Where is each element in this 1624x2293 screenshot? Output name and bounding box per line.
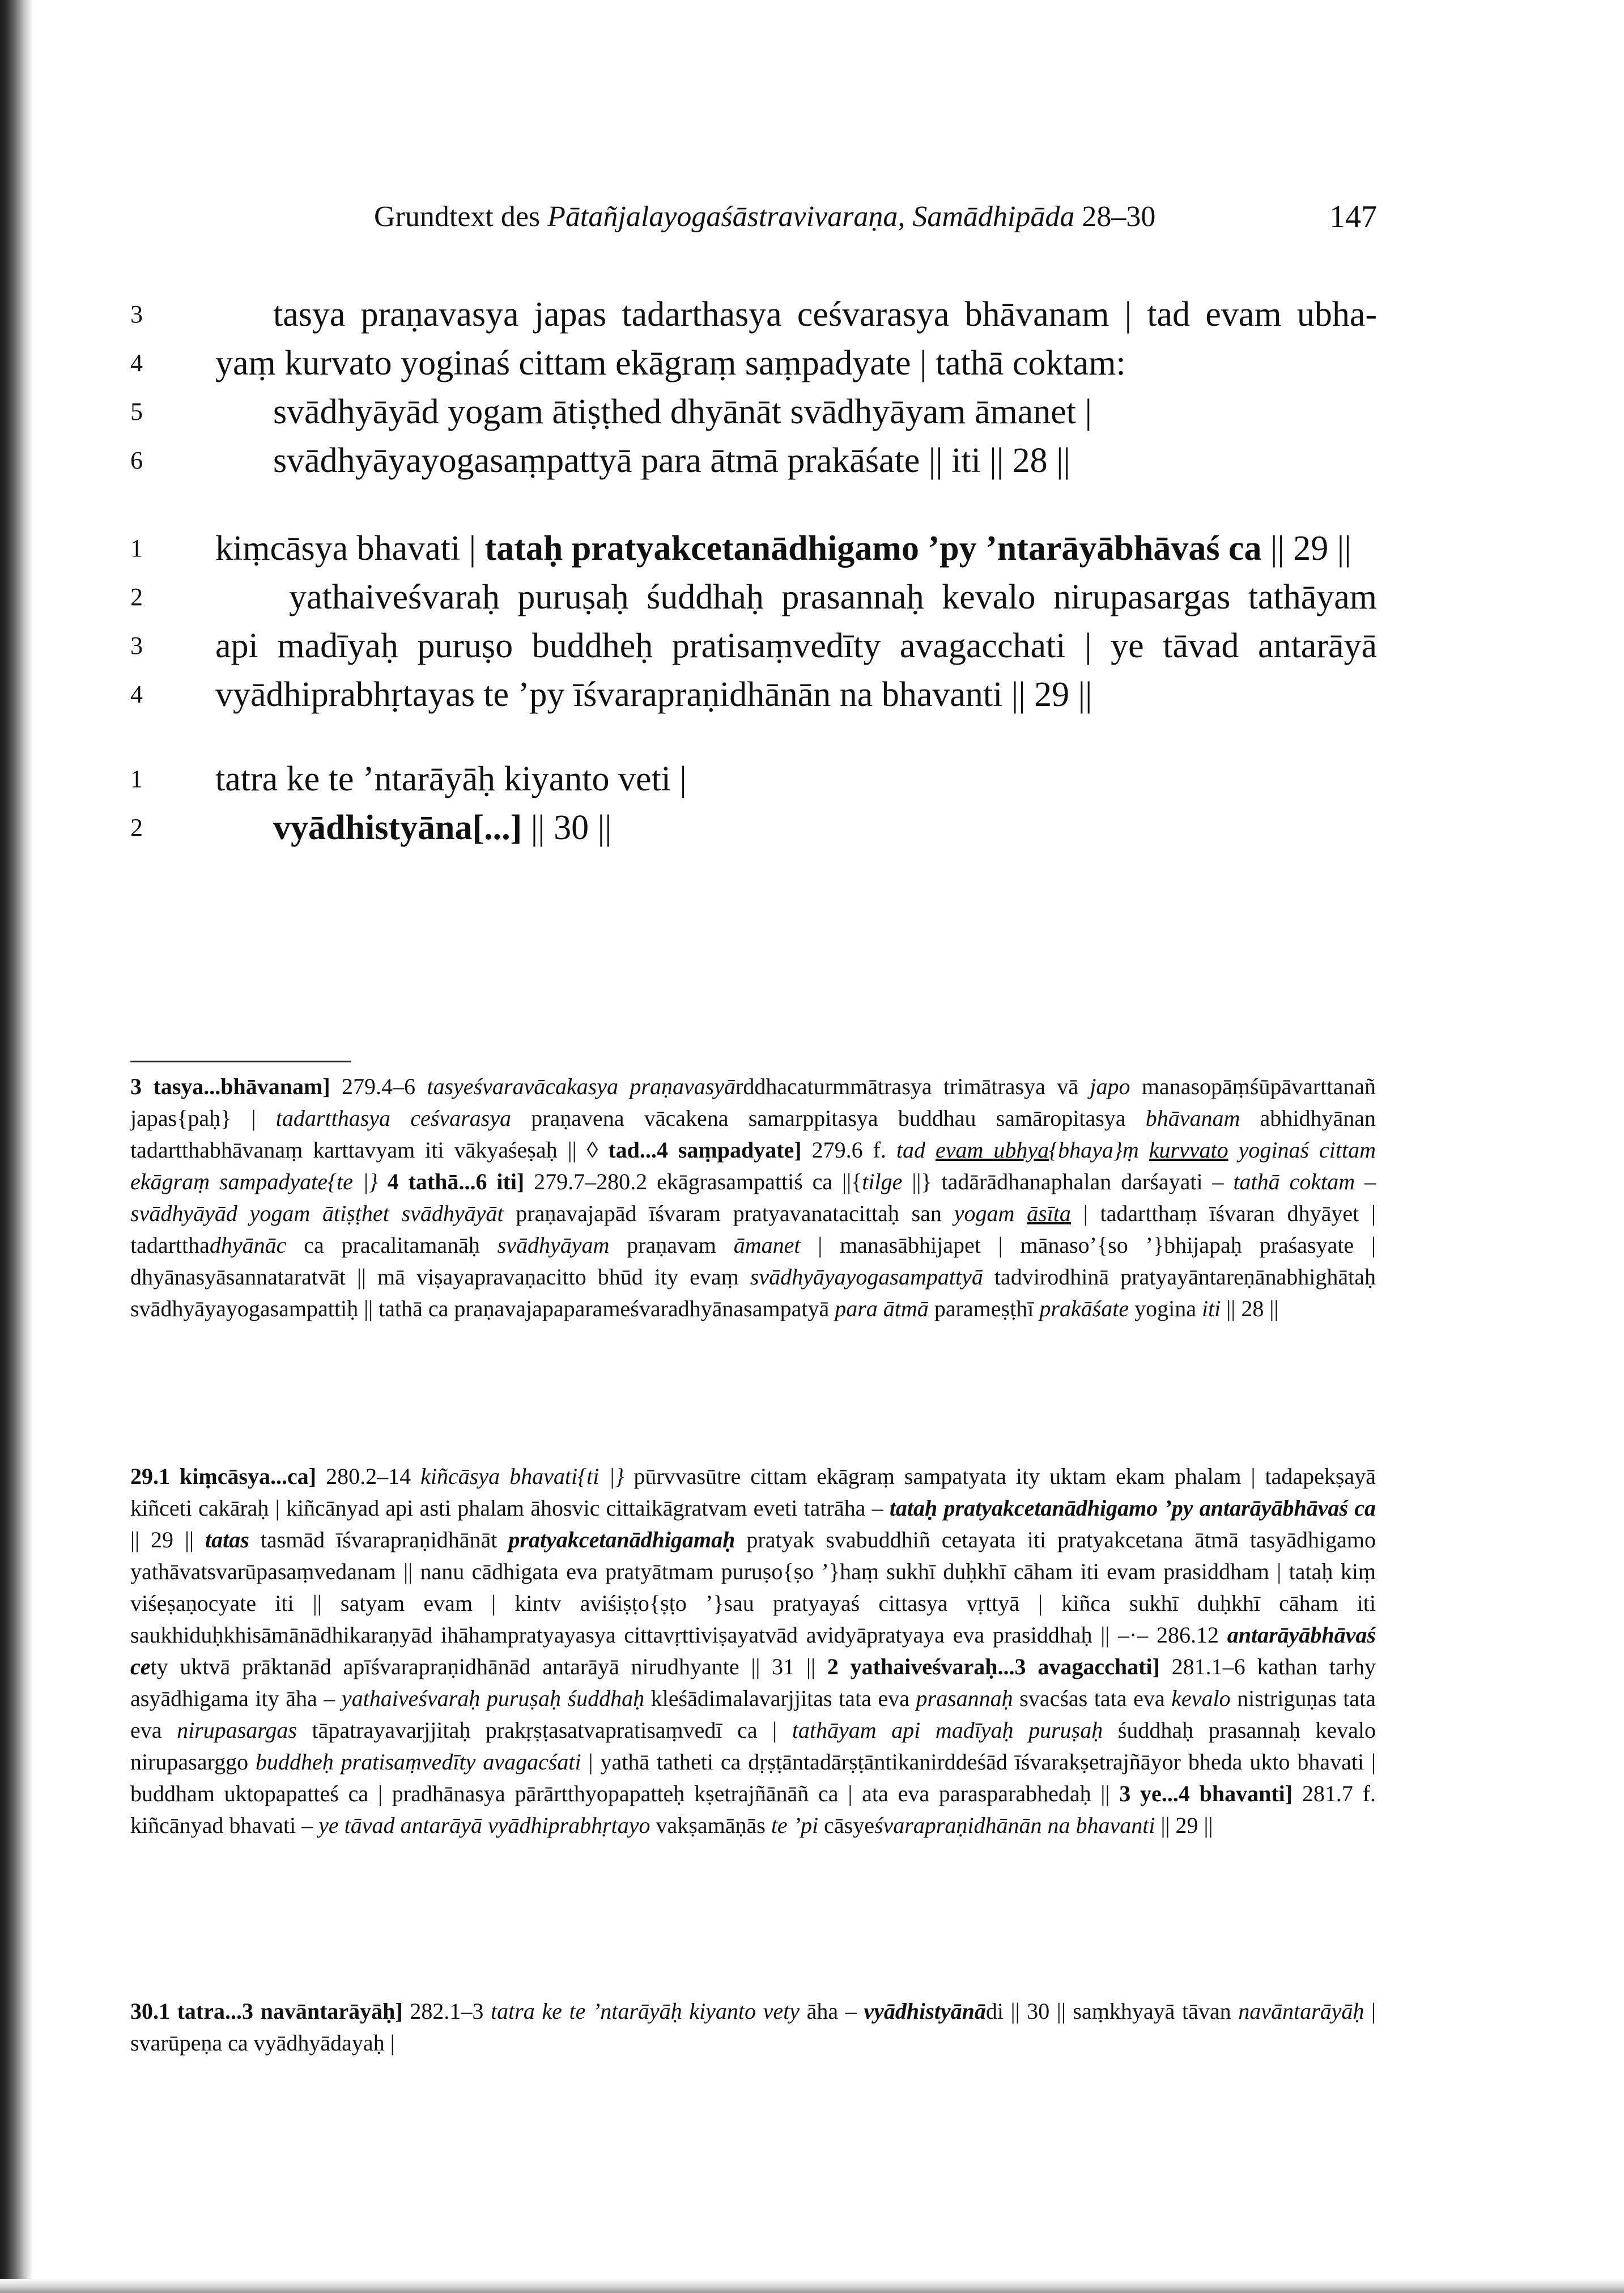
line-number: 5: [130, 398, 143, 426]
footnote-rule: [130, 1061, 351, 1062]
footnote-30: 30.1 tatra...3 navāntarāyāḥ] 282.1–3 tatra ke te ’ntarāyāḥ kiyanto vety āha – vyādhistyānādi || 30 || saṃkhyayā tāvan navāntarāyāḥ | svarūpeṇa ca vyādhyādayaḥ |: [130, 1998, 1376, 2056]
line-number: 3: [130, 300, 143, 328]
line-number: 6: [130, 446, 143, 474]
text-line: [130, 388, 1377, 436]
text-line: [130, 524, 1377, 573]
scan-shadow-bottom: [0, 2279, 1624, 2293]
sutra-line: vyādhistyāna[...] || 30 ||: [273, 809, 612, 847]
lemma: 3 ye...4 bhavanti]: [1119, 1781, 1293, 1806]
text-line: [130, 670, 1377, 719]
line-text: vyādhiprabhṛtayas te ’py īśvarapraṇidhānān na bhavanti || 29 ||: [215, 675, 1092, 714]
text-line: [130, 290, 1377, 339]
lemma: 2 yathaiveśvaraḥ...3 avagacchati]: [827, 1654, 1160, 1679]
line-number: 4: [130, 349, 143, 377]
sutra-text: tataḥ pratyakcetanādhigamo ’py ’ntarāyābhāvaś ca: [484, 529, 1262, 568]
lemma: 3 tasya...bhāvanam]: [130, 1074, 330, 1099]
verse-line: svādhyāyayogasaṃpattyā para ātmā prakāśate || iti || 28 ||: [273, 441, 1070, 480]
sutra-text: vyādhistyāna[...]: [273, 809, 522, 847]
lemma: 4 tathā...6 iti]: [387, 1169, 525, 1194]
text-line: [130, 339, 1377, 388]
lemma: 30.1 tatra...3 navāntarāyāḥ]: [130, 1998, 403, 2024]
line-number: 4: [130, 680, 143, 708]
line-text: yaṃ kurvato yoginaś cittam ekāgraṃ saṃpadyate | tathā coktam:: [215, 344, 1126, 382]
line-text: yathaiveśvaraḥ puruṣaḥ śuddhaḥ prasannaḥ kevalo nirupasargas tathāyam: [289, 578, 1377, 616]
page-header: [374, 197, 1377, 237]
line-number: 1: [130, 765, 143, 793]
line-number: 3: [130, 632, 143, 660]
verse-line: svādhyāyād yogam ātiṣṭhed dhyānāt svādhyāyam āmanet |: [273, 393, 1092, 431]
running-head: Grundtext des Pātañjalayogaśāstravivaraṇa, Samādhipāda 28–30: [374, 201, 1156, 233]
line-text: api madīyaḥ puruṣo buddheḥ pratisaṃvedīty avagacchati | ye tāvad antarāyā: [215, 627, 1377, 665]
line-number: 2: [130, 814, 143, 841]
text-line: [130, 573, 1377, 622]
line-number: 2: [130, 583, 143, 611]
text-line: [130, 436, 1377, 485]
footnote-28: 3 tasya...bhāvanam] 279.4–6 tasyeśvaravācakasya praṇavasyārddhacaturmmātrasya trimātrasya vā japo manasopāṃśūpāvarttanañ japas{paḥ} | tadartthasya ceśvarasya praṇavena vācakena samarppitasya buddhau samāropitasya bhāvanam abhidhyānan tadartthabhāvanaṃ karttavyam iti vākyaśeṣaḥ || ◊ tad...4 saṃpadyate] 279.6 f. tad evam ubhya{bhaya}ṃ kurvvato yoginaś cittam ekāgraṃ sampadyate{te |} 4 tathā...6 iti] 279.7–280.2 ekāgrasampattiś ca ||{tilge ||} tadārādhanaphalan darśayati – tathā coktam – svādhyāyād yogam ātiṣṭhet svādhyāyāt praṇavajapād īśvaram pratyavanatacittaḥ san yogam āsīta | tadartthaṃ īśvaran dhyāyet | tadartthadhyānāc ca pracalitamanāḥ svādhyāyam praṇavam āmanet | manasābhijapet | mānaso’{so ’}bhijapaḥ praśasyate | dhyānasyāsannataratvāt || mā viṣayapravaṇacitto bhūd ity evaṃ svādhyāyayogasampattyā tadvirodhinā pratyayāntareṇānabhighātaḥ svādhyāyayogasampattiḥ || tathā ca praṇavajapaparameśvaradhyānasampatyā para ātmā parameṣṭhī prakāśate yogina iti || 28 ||: [130, 1074, 1376, 1321]
text-line: [130, 803, 1377, 852]
footnote-29: 29.1 kiṃcāsya...ca] 280.2–14 kiñcāsya bhavati{ti |} pūrvvasūtre cittam ekāgraṃ sampatyata ity uktam ekam phalam | tadapekṣayā kiñceti cakāraḥ | kiñcānyad api asti phalam āhosvic cittaikāgratvam eveti tatrāha – tataḥ pratyakcetanādhigamo ’py antarāyābhāvaś ca || 29 || tatas tasmād īśvarapraṇidhānāt pratyakcetanādhigamaḥ pratyak svabuddhiñ cetayata iti pratyakcetana ātmā tasyādhigamo yathāvatsvarūpasaṃvedanam || nanu cādhigata eva pratyātmam puruṣo{ṣo ’}haṃ sukhī duḥkhī cāham iti evam prasiddham | tataḥ kiṃ viśeṣaṇocyate iti || satyam evam | kintv aviśiṣṭo{ṣṭo ’}sau pratyayaś cittasya vṛttyā | kiñca sukhī duḥkhī cāham iti saukhiduḥkhisāmānādhikaraṇyād ihāhampratyayasya cittavṛttiviṣayatvād avidyāpratyaya eva prasiddhaḥ || –·– 286.12 antarāyābhāvaś cety uktvā prāktanād apīśvarapraṇidhānād antarāyā nirudhyante || 31 || 2 yathaiveśvaraḥ...3 avagacchati] 281.1–6 kathan tarhy asyādhigama ity āha – yathaiveśvaraḥ puruṣaḥ śuddhaḥ kleśādimalavarjjitas tata eva prasannaḥ svacśas tata eva kevalo nistriguṇas tata eva nirupasargas tāpatrayavarjjitaḥ prakṛṣṭasatvapratisaṃvedī ca | tathāyam api madīyaḥ puruṣaḥ śuddhaḥ prasannaḥ kevalo nirupasarggo buddheḥ pratisaṃvedīty avagacśati | yathā tatheti ca dṛṣṭāntadārṣṭāntikanirddeśād īśvarakṣetrajñāyor bheda ukto bhavati | buddham uktopapatteś ca | pradhānasya pārārtthyopapatteḥ kṣetrajñānāñ ca | ata eva parasparabhedaḥ || 3 ye...4 bhavanti] 281.7 f. kiñcānyad bhavati – ye tāvad antarāyā vyādhiprabhṛtayo vakṣamāṇās te ’pi cāsyeśvarapraṇidhānān na bhavanti || 29 ||: [130, 1464, 1376, 1838]
line-number: 1: [130, 534, 143, 562]
sutra-line: kiṃcāsya bhavati | tataḥ pratyakcetanādhigamo ’py ’ntarāyābhāvaś ca || 29 ||: [215, 529, 1351, 568]
line-text: tatra ke te ’ntarāyāḥ kiyanto veti |: [215, 760, 687, 798]
page-number: 147: [1329, 199, 1377, 235]
text-line: [130, 622, 1377, 670]
text-line: [130, 755, 1377, 803]
scan-shadow-left: [0, 0, 33, 2293]
lemma: 29.1 kiṃcāsya...ca]: [130, 1464, 317, 1489]
lemma: tad...4 saṃpadyate]: [608, 1137, 802, 1163]
line-text: tasya praṇavasya japas tadarthasya ceśvarasya bhāvanam | tad evam ubha-: [273, 295, 1377, 334]
